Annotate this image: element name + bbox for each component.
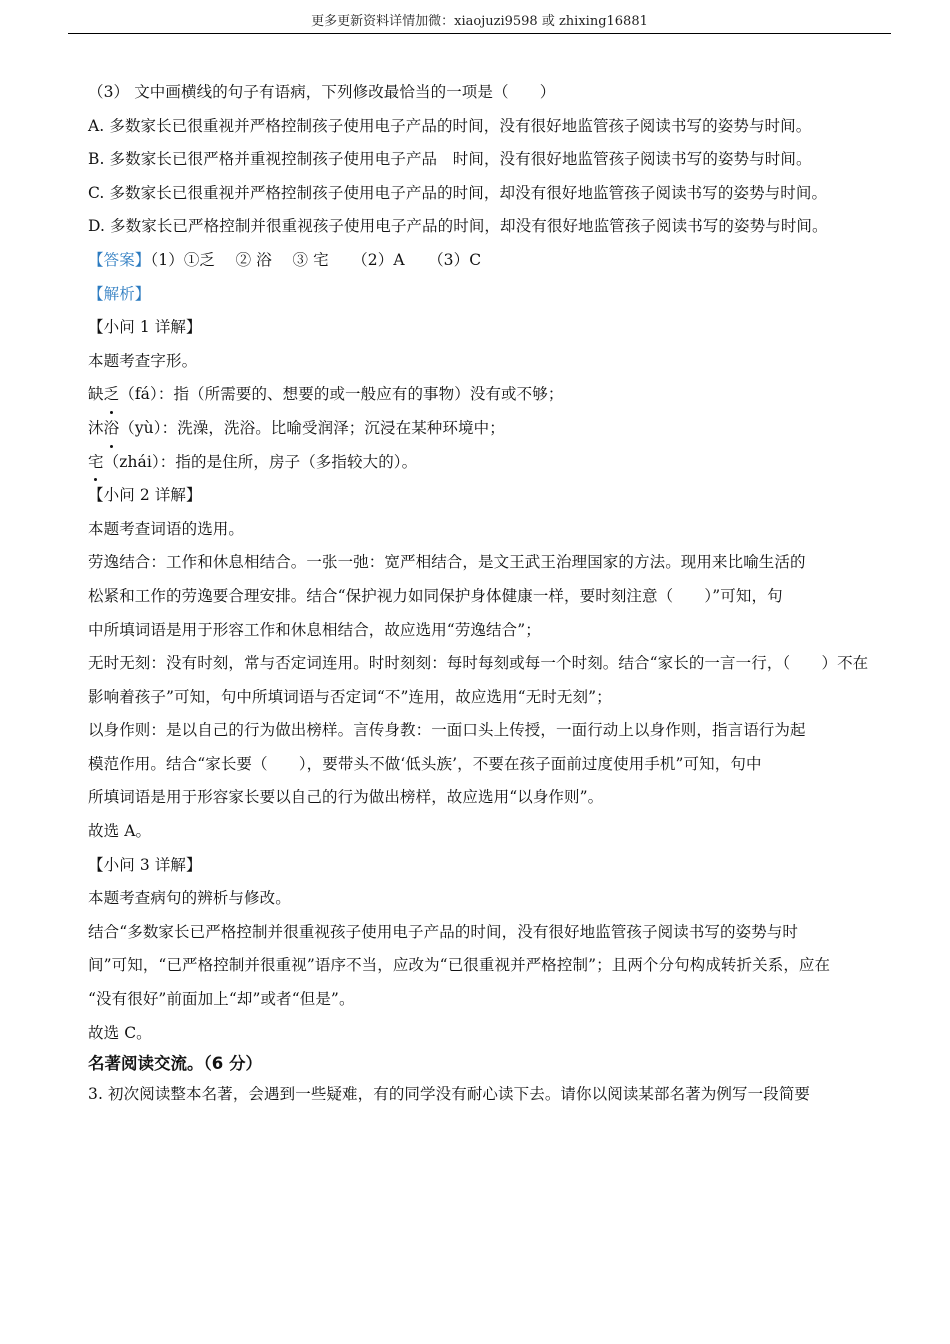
document-body [88, 76, 888, 1112]
sub1-title: 【小问 1 详解】 [88, 318, 202, 337]
question-stem: （3） 文中画横线的句子有语病，下列修改最恰当的一项是（ ） [88, 83, 556, 101]
next-question: 3. 初次阅读整本名著，会遇到一些疑难，有的同学没有耐心读下去。请你以阅读某部名著为例写一段简要 [88, 1085, 811, 1104]
sub2-intro: 本题考查词语的选用。 [88, 519, 245, 538]
sub2-line: 松紧和工作的劳逸要合理安排。结合“保护视力如同保护身体健康一样，要时刻注意（ ）”可知，句 [88, 586, 783, 605]
sub2-line: 无时无刻：没有时刻，常与否定词连用。时时刻刻：每时每刻或每一个时刻。结合“家长的一言一行，（ ）不在 [88, 654, 869, 673]
sub3-line: “没有很好”前面加上“却”或者“但是”。 [88, 990, 355, 1009]
option-b: B. 多数家长已很严格并重视控制孩子使用电子产品 时间，没有很好地监管孩子阅读书写的姿势与时间。 [88, 150, 812, 169]
sub2-line: 所填词语是用于形容家长要以自己的行为做出榜样，故应选用“以身作则”。 [88, 788, 604, 807]
emphasis-dot-char: 浴 [104, 412, 120, 446]
sub1-item-2 [88, 412, 888, 446]
answer-text: （1）①乏 ② 浴 ③ 宅 （2）A （3）C [150, 250, 482, 269]
sub2-title: 【小问 2 详解】 [88, 486, 202, 505]
sub1-item-3-post: （zhái）：指的是住所，房子（多指较大的）。 [103, 452, 418, 471]
sub1-item-1-post: （fá）：指（所需要的、想要的或一般应有的事物）没有或不够； [119, 385, 564, 404]
sub1-item-3 [88, 446, 888, 480]
sub1-item-2-pre: 沐 [88, 418, 104, 437]
section-title: 名著阅读交流。（6 分） [88, 1054, 262, 1074]
option-a: A. 多数家长已很重视并严格控制孩子使用电子产品的时间，没有很好地监管孩子阅读书写的姿势与时间。 [88, 116, 812, 135]
sub3-intro: 本题考查病句的辨析与修改。 [88, 889, 291, 908]
sub3-line: 结合“多数家长已严格控制并很重视孩子使用电子产品的时间，没有很好地监管孩子阅读书写的姿势与时 [88, 922, 799, 941]
sub2-line: 中所填词语是用于形容工作和休息相结合，故应选用“劳逸结合”； [88, 620, 541, 639]
sub1-item-2-post: （yù）：洗澡，洗浴。比喻受润泽；沉浸在某种环境中； [119, 418, 505, 437]
sub2-line: 劳逸结合：工作和休息相结合。一张一弛：宽严相结合，是文王武王治理国家的方法。现用来比喻生活的 [88, 553, 806, 572]
sub3-title: 【小问 3 详解】 [88, 855, 202, 874]
sub3-line: 间”可知，“已严格控制并很重视”语序不当，应改为“已很重视并严格控制”；且两个分句构成转折关系，应在 [88, 956, 831, 975]
sub2-line: 影响着孩子”可知，句中所填词语与否定词“不”连用，故应选用“无时无刻”； [88, 687, 612, 706]
sub2-line: 模范作用。结合“家长要（ ），要带头不做‘低头族’，不要在孩子面前过度使用手机”可知，句中 [88, 754, 762, 773]
option-c: C. 多数家长已很重视并严格控制孩子使用电子产品的时间，却没有很好地监管孩子阅读书写的姿势与时间。 [88, 183, 828, 202]
emphasis-dot-char: 乏 [104, 378, 120, 412]
analysis-label: 【解析】 [88, 284, 151, 303]
sub1-item-1-pre: 缺 [88, 385, 104, 404]
option-d: D. 多数家长已严格控制并很重视孩子使用电子产品的时间，却没有很好地监管孩子阅读书写的姿势与时间。 [88, 217, 828, 236]
sub1-item-1 [88, 378, 888, 412]
page-header: 更多更新资料详情加微：xiaojuzi9598 或 zhixing16881 [68, 10, 891, 34]
answer-label: 【答案】 [88, 250, 151, 269]
emphasis-dot-char: 宅 [88, 446, 104, 480]
sub1-intro: 本题考查字形。 [88, 351, 198, 370]
answer-line [88, 244, 888, 278]
sub2-line: 以身作则：是以自己的行为做出榜样。言传身教：一面口头上传授，一面行动上以身作则，指言语行为起 [88, 721, 806, 740]
sub2-conclusion: 故选 A。 [88, 822, 152, 841]
sub3-conclusion: 故选 C。 [88, 1023, 152, 1042]
